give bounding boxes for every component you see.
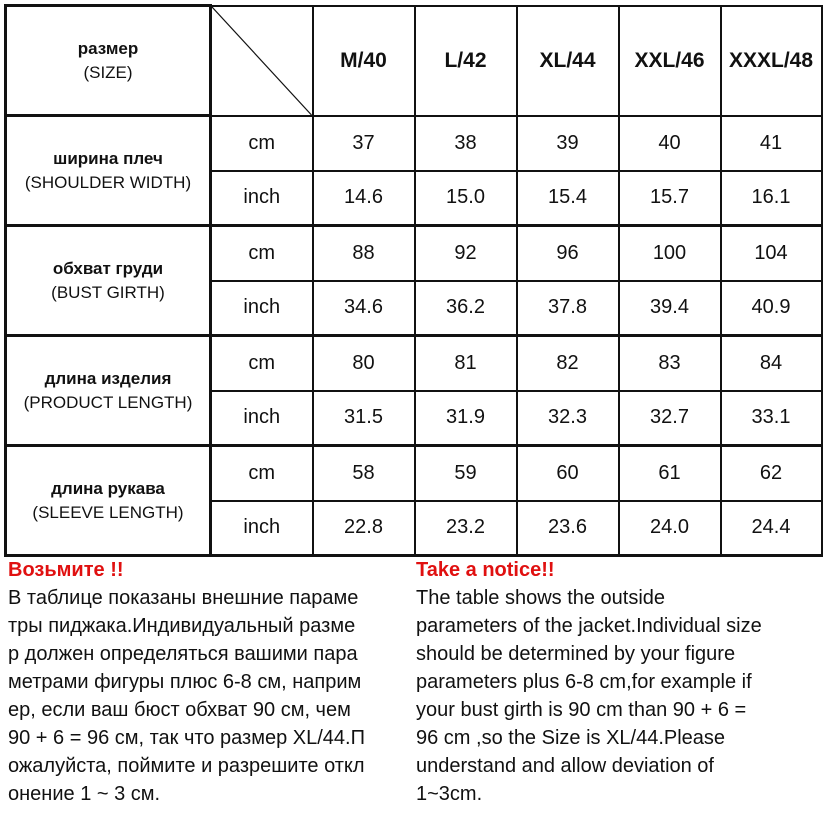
value-cell: 41 (721, 116, 822, 171)
value-cell: 61 (619, 446, 721, 501)
value-cell: 24.0 (619, 501, 721, 556)
unit-cell: inch (211, 171, 313, 226)
value-cell: 40 (619, 116, 721, 171)
value-cell: 88 (313, 226, 415, 281)
value-cell: 39.4 (619, 281, 721, 336)
value-cell: 32.7 (619, 391, 721, 446)
size-header-m40: M/40 (313, 6, 415, 116)
value-cell: 36.2 (415, 281, 517, 336)
value-cell: 15.4 (517, 171, 619, 226)
header-row (6, 6, 822, 116)
category-label-ru: длина изделия (44, 368, 172, 388)
value-cell: 32.3 (517, 391, 619, 446)
value-cell: 62 (721, 446, 822, 501)
notice-line: р должен определяться вашими пара (8, 643, 358, 665)
value-cell: 82 (517, 336, 619, 391)
value-cell: 31.9 (415, 391, 517, 446)
notice-russian (8, 556, 408, 808)
notice-line: should be determined by your figure (416, 643, 736, 665)
value-cell: 58 (313, 446, 415, 501)
diagonal-corner-cell (211, 6, 313, 116)
value-cell: 22.8 (313, 501, 415, 556)
size-label-en: (SIZE) (83, 62, 133, 82)
value-cell: 38 (415, 116, 517, 171)
notice-line: ожалуйста, поймите и разрешите откл (8, 755, 365, 777)
value-cell: 14.6 (313, 171, 415, 226)
value-cell: 83 (619, 336, 721, 391)
notice-section (0, 556, 825, 825)
value-cell: 60 (517, 446, 619, 501)
unit-cell: cm (211, 446, 313, 501)
category-label-ru: ширина плеч (53, 148, 163, 168)
notice-line: тры пиджака.Индивидуальный разме (8, 615, 356, 637)
product-length-label-cell (6, 336, 211, 446)
notice-english (416, 556, 821, 808)
notice-line: онение 1 ~ 3 см. (8, 783, 161, 805)
size-chart-table-container (4, 4, 820, 553)
value-cell: 40.9 (721, 281, 822, 336)
value-cell: 34.6 (313, 281, 415, 336)
category-label-en: (SHOULDER WIDTH) (24, 172, 192, 192)
value-cell: 37 (313, 116, 415, 171)
value-cell: 59 (415, 446, 517, 501)
value-cell: 39 (517, 116, 619, 171)
value-cell: 104 (721, 226, 822, 281)
diagonal-line (212, 7, 312, 115)
table-row (6, 336, 822, 391)
category-label-ru: обхват груди (52, 258, 164, 278)
value-cell: 81 (415, 336, 517, 391)
table-row (6, 446, 822, 501)
size-header-xl44: XL/44 (517, 6, 619, 116)
unit-cell: inch (211, 501, 313, 556)
value-cell: 84 (721, 336, 822, 391)
category-label-en: (PRODUCT LENGTH) (23, 392, 193, 412)
notice-line: understand and allow deviation of (416, 755, 714, 777)
sleeve-length-label-cell (6, 446, 211, 556)
value-cell: 31.5 (313, 391, 415, 446)
value-cell: 96 (517, 226, 619, 281)
notice-line: 1~3cm. (416, 783, 483, 805)
value-cell: 92 (415, 226, 517, 281)
notice-line: parameters plus 6-8 cm,for example if (416, 671, 752, 693)
value-cell: 15.0 (415, 171, 517, 226)
notice-line: The table shows the outside (416, 587, 666, 609)
value-cell: 16.1 (721, 171, 822, 226)
notice-line: your bust girth is 90 cm than 90 + 6 = (416, 699, 747, 721)
value-cell: 37.8 (517, 281, 619, 336)
notice-line: В таблице показаны внешние параме (8, 587, 359, 609)
size-header-xxl46: XXL/46 (619, 6, 721, 116)
size-header-l42: L/42 (415, 6, 517, 116)
category-label-ru: длина рукава (51, 478, 165, 498)
notice-line: 90 + 6 = 96 см, так что размер XL/44.П (8, 727, 365, 749)
notice-line: ер, если ваш бюст обхват 90 см, чем (8, 699, 351, 721)
category-label-en: (BUST GIRTH) (51, 282, 165, 302)
value-cell: 23.2 (415, 501, 517, 556)
value-cell: 33.1 (721, 391, 822, 446)
size-header-cell (6, 6, 211, 116)
value-cell: 100 (619, 226, 721, 281)
unit-cell: cm (211, 226, 313, 281)
value-cell: 24.4 (721, 501, 822, 556)
value-cell: 23.6 (517, 501, 619, 556)
size-label-ru: размер (77, 38, 139, 58)
notice-line: метрами фигуры плюс 6-8 см, наприм (8, 671, 362, 693)
unit-cell: inch (211, 391, 313, 446)
notice-line: parameters of the jacket.Individual size (416, 615, 762, 637)
notice-title-ru: Возьмите !! (8, 559, 124, 581)
size-header-xxxl48: XXXL/48 (721, 6, 822, 116)
category-label-en: (SLEEVE LENGTH) (32, 502, 184, 522)
table-row (6, 226, 822, 281)
table-row (6, 116, 822, 171)
value-cell: 80 (313, 336, 415, 391)
bust-girth-label-cell (6, 226, 211, 336)
notice-line: 96 cm ,so the Size is XL/44.Please (416, 727, 726, 749)
unit-cell: inch (211, 281, 313, 336)
unit-cell: cm (211, 336, 313, 391)
unit-cell: cm (211, 116, 313, 171)
value-cell: 15.7 (619, 171, 721, 226)
shoulder-width-label-cell (6, 116, 211, 226)
notice-title-en: Take a notice!! (416, 559, 555, 581)
size-chart-table (4, 4, 823, 557)
